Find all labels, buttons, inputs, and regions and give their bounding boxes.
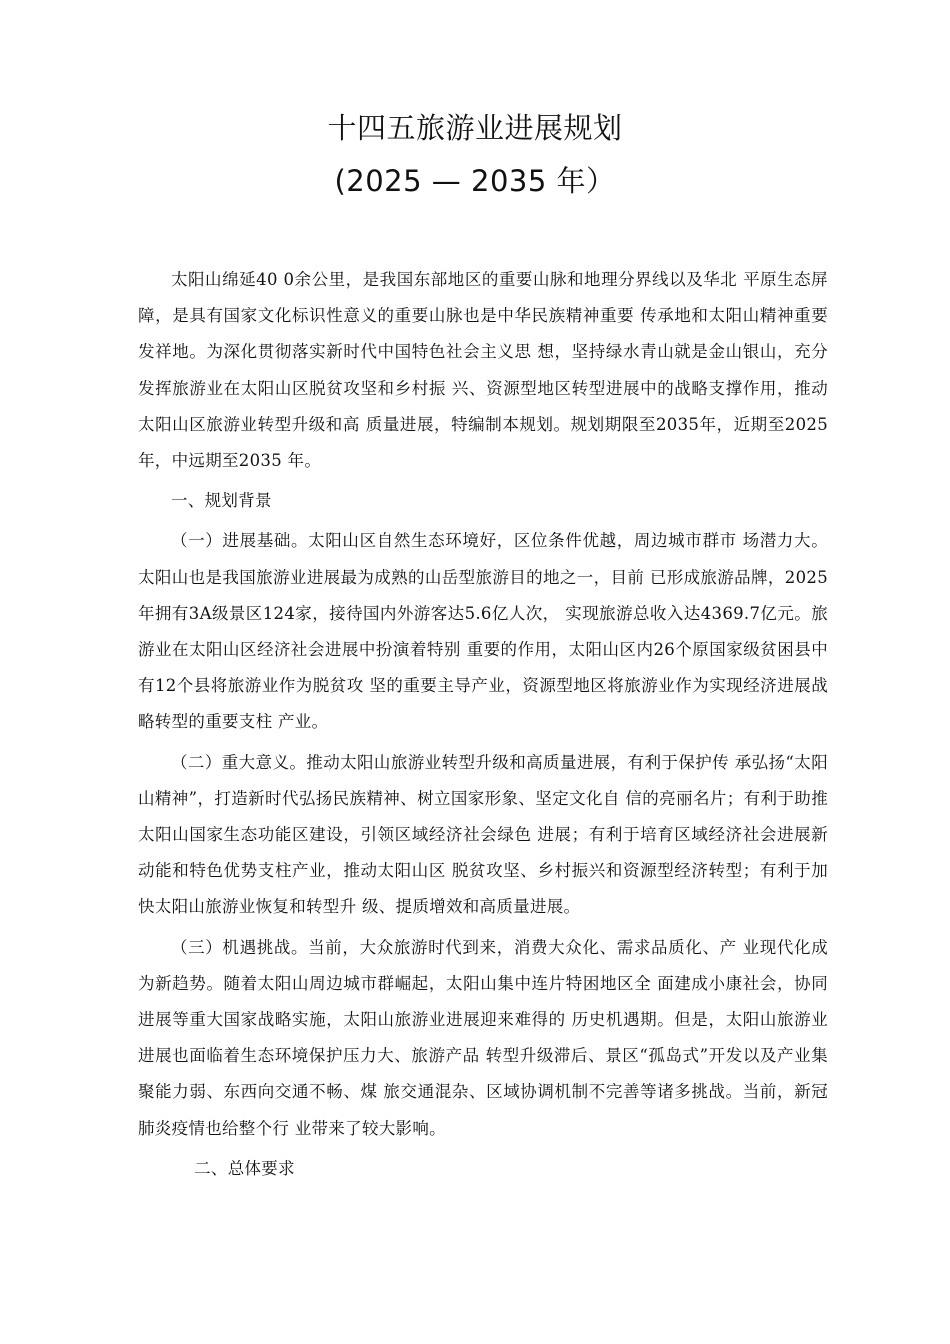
paragraph-significance: （二）重大意义。推动太阳山旅游业转型升级和高质量进展，有利于保护传 承弘扬“太阳山精神”，打造新时代弘扬民族精神、树立国家形象、坚定文化自 信的亮丽名片；有利于助推太阳山国家生态功能区建设，引领区域经济社会绿色 进展；有利于培育区域经济社会进展新动能和特色优势支柱产业，推动太阳山区 脱贫攻坚、乡村振兴和资源型经济转型；有利于加快太阳山旅游业恢复和转型升 级、提质增效和高质量进展。 — [138, 752, 828, 917]
document-title: 十四五旅游业进展规划 — [327, 111, 623, 145]
document-subtitle: (2025 — 2035 年） — [334, 164, 616, 198]
section-heading-background: 一、规划背景 — [171, 491, 272, 511]
paragraph-opportunities-challenges: （三）机遇挑战。当前，大众旅游时代到来，消费大众化、需求品质化、产 业现代化成为新趋势。随着太阳山周边城市群崛起，太阳山集中连片特困地区全 面建成小康社会，协同进展等重大国家战略实施，太阳山旅游业进展迎来难得的 历史机遇期。但是，太阳山旅游业进展也面临着生态环境保护压力大、旅游产品 转型升级滞后、景区“孤岛式”开发以及产业集聚能力弱、东西向交通不畅、煤 旅交通混杂、区域协调机制不完善等诸多挑战。当前，新冠肺炎疫情也给整个行 业带来了较大影响。 — [138, 937, 828, 1138]
intro-paragraph: 太阳山绵延40 0余公里，是我国东部地区的重要山脉和地理分界线以及华北 平原生态屏障，是具有国家文化标识性意义的重要山脉也是中华民族精神重要 传承地和太阳山精神重要发祥地。为深化贯彻落实新时代中国特色社会主义思 想，坚持绿水青山就是金山银山，充分发挥旅游业在太阳山区脱贫攻坚和乡村振 兴、资源型地区转型进展中的战略支撑作用，推动太阳山区旅游业转型升级和高 质量进展，特编制本规划。规划期限至2035年，近期至2025年，中远期至2035 年。 — [138, 270, 828, 471]
paragraph-development-basis: （一）进展基础。太阳山区自然生态环境好，区位条件优越，周边城市群市 场潜力大。太阳山也是我国旅游业进展最为成熟的山岳型旅游目的地之一，目前 已形成旅游品牌，2025年拥有3A级景区124家，接待国内外游客达5.6亿人次， 实现旅游总收入达4369.7亿元。旅游业在太阳山区经济社会进展中扮演着特别 重要的作用，太阳山区内26个原国家级贫困县中有12个县将旅游业作为脱贫攻 坚的重要主导产业，资源型地区将旅游业作为实现经济进展战略转型的重要支柱 产业。 — [138, 531, 828, 732]
section-heading-general-requirements: 二、总体要求 — [194, 1158, 295, 1178]
document-body — [138, 262, 828, 1191]
